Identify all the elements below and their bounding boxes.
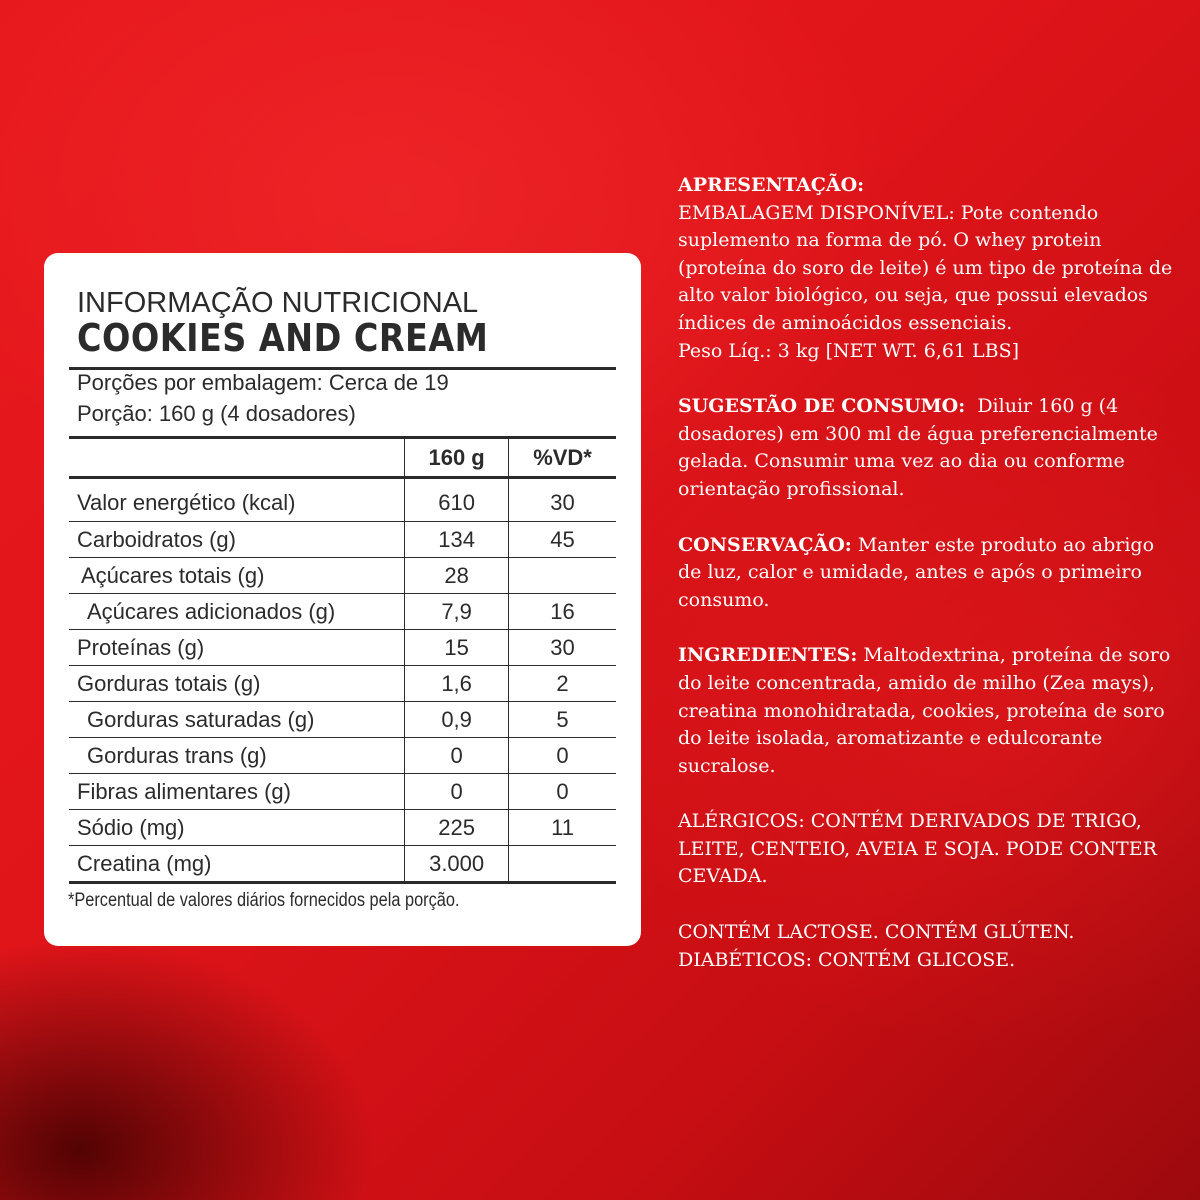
nutrient-amount: 1,6 [405,666,509,702]
nutrient-dv: 11 [509,810,616,846]
nutrient-amount: 28 [405,558,509,594]
table-row [69,522,616,558]
nutrient-dv [509,846,616,883]
nutrient-amount: 134 [405,522,509,558]
nutrient-amount: 15 [405,630,509,666]
nutrient-name: Gorduras saturadas (g) [69,702,405,738]
dietary-warnings [678,919,1178,974]
ingredientes-heading: INGREDIENTES [678,644,851,667]
nutrient-amount: 610 [405,478,509,522]
sugestao-text: Diluir 160 g (4 dosadores) em 300 ml de água preferencialmente gelada. Consumir uma vez ao dia ou conforme orientação profissional. [678,395,1158,500]
nutrient-amount: 3.000 [405,846,509,883]
conservacao-heading: CONSERVAÇÃO [678,533,845,556]
nutrient-dv: 45 [509,522,616,558]
flavor-title: COOKIES AND CREAM [77,316,489,360]
serving-size: Porção: 160 g (4 dosadores) [77,401,356,426]
apresentacao-heading: APRESENTAÇÃO [678,174,858,196]
nutrient-name: Açúcares adicionados (g) [69,594,405,630]
alergicos-warning: ALÉRGICOS: CONTÉM DERIVADOS DE TRIGO, LEITE, CENTEIO, AVEIA E SOJA. PODE CONTER CEVADA. [678,810,1157,888]
nutrition-facts-card [44,253,641,946]
sugestao-heading: SUGESTÃO DE CONSUMO [678,395,959,418]
nutrition-table-body [69,478,616,883]
ingredientes-section: INGREDIENTES: Maltodextrina, proteína de soro do leite concentrada, amido de milho (Zea mays), creatina monohidratada, cookies, proteína de soro do leite isolada, aromatizante e edulcorante sucralose. [678,644,1171,777]
nutrient-dv [509,558,616,594]
nutrient-dv: 0 [509,738,616,774]
diabetic-warning: DIABÉTICOS: CONTÉM GLICOSE. [678,948,1016,971]
servings-per-package: Porções por embalagem: Cerca de 19 [77,370,449,395]
conservacao-text: Manter este produto ao abrigo de luz, calor e umidade, antes e após o primeiro consumo. [678,533,1155,611]
table-row [69,738,616,774]
table-header-amount: 160 g [405,438,509,478]
nutrient-dv: 2 [509,666,616,702]
nutrient-amount: 0,9 [405,702,509,738]
nutrient-dv: 30 [509,630,616,666]
sugestao-section: SUGESTÃO DE CONSUMO: Diluir 160 g (4 dosadores) em 300 ml de água preferencialmente gelada. Consumir uma vez ao dia ou conforme orientação profissional. [678,395,1158,500]
apresentacao-text: EMBALAGEM DISPONÍVEL: Pote contendo suplemento na forma de pó. O whey protein (proteína do soro de leite) é um tipo de proteína de alto valor biológico, ou seja, que possui elevados índices de aminoácidos essenciais. [678,201,1173,334]
nutrition-title: INFORMAÇÃO NUTRICIONAL [77,287,479,319]
nutrient-name: Carboidratos (g) [69,522,405,558]
nutrient-dv: 5 [509,702,616,738]
table-row [69,666,616,702]
nutrient-dv: 16 [509,594,616,630]
nutrient-name: Fibras alimentares (g) [69,774,405,810]
nutrient-amount: 0 [405,774,509,810]
nutrient-name: Gorduras totais (g) [69,666,405,702]
nutrient-name: Sódio (mg) [69,810,405,846]
nutrient-dv: 30 [509,478,616,522]
conservacao-section: CONSERVAÇÃO: Manter este produto ao abrigo de luz, calor e umidade, antes e após o primeiro consumo. [678,533,1155,611]
nutrient-name: Proteínas (g) [69,630,405,666]
table-row [69,558,616,594]
lactose-gluten-warning: CONTÉM LACTOSE. CONTÉM GLÚTEN. [678,921,1075,944]
table-row [69,702,616,738]
nutrient-name: Valor energético (kcal) [69,478,405,522]
table-row [69,810,616,846]
nutrient-name: Creatina (mg) [69,846,405,883]
table-row [69,630,616,666]
footnote: *Percentual de valores diários fornecidos pela porção. [68,890,460,911]
nutrient-amount: 225 [405,810,509,846]
nutrient-amount: 0 [405,738,509,774]
net-weight: Peso Líq.: 3 kg [NET WT. 6,61 LBS] [678,339,1020,362]
table-row [69,594,616,630]
nutrient-name: Gorduras trans (g) [69,738,405,774]
ingredientes-text: Maltodextrina, proteína de soro do leite concentrada, amido de milho (Zea mays), creatina monohidratada, cookies, proteína de soro do leite isolada, aromatizante e edulcorante sucralose. [678,644,1171,777]
table-row [69,478,616,522]
apresentacao-section: APRESENTAÇÃO: EMBALAGEM DISPONÍVEL: Pote contendo suplemento na forma de pó. O whey protein (proteína do soro de leite) é um tipo de proteína de alto valor biológico, ou seja, que possui elevados índices de aminoácidos essenciais. Peso Líq.: 3 kg [NET WT. 6,61 LBS] [678,174,1173,362]
nutrition-table [69,436,616,884]
nutrient-dv: 0 [509,774,616,810]
nutrient-amount: 7,9 [405,594,509,630]
table-row [69,774,616,810]
product-info [678,172,1178,974]
table-header-dv: %VD* [509,438,616,478]
table-header-name [69,438,405,478]
table-row [69,846,616,883]
nutrient-name: Açúcares totais (g) [69,558,405,594]
